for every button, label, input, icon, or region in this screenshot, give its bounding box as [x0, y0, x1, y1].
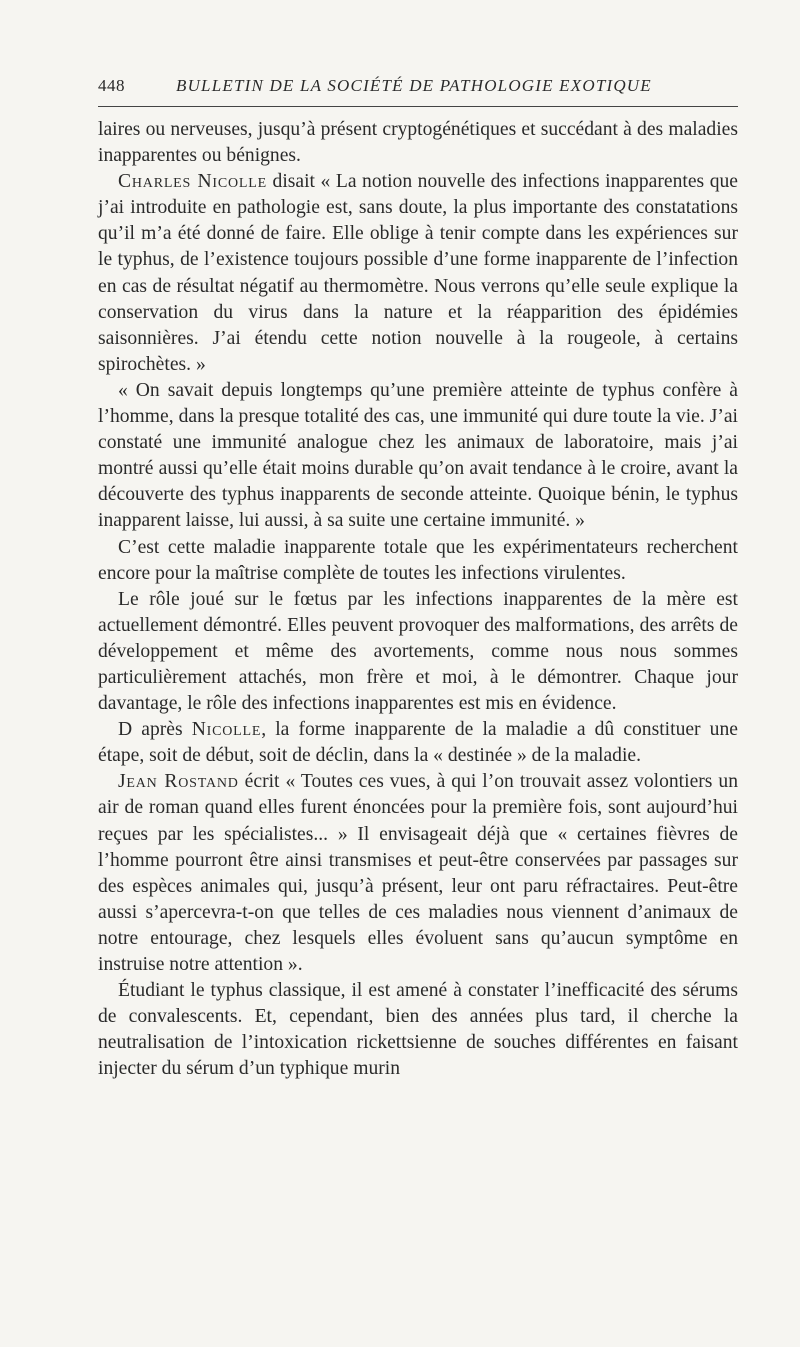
author-name: Jean Rostand [118, 771, 239, 793]
paragraph-8: Étudiant le typhus classique, il est amené à constater l’inefficacité des sérums de convalescents. Et, cependant, bien des années plus tard, il cherche la neutralisation de l’intoxication rickettsienne de souches différentes en faisant injecter du sérum d’un typhique murin [98, 980, 738, 1080]
journal-title: BULLETIN DE LA SOCIÉTÉ DE PATHOLOGIE EXOTIQUE [176, 76, 652, 95]
author-name: Charles Nicolle [118, 171, 267, 193]
author-name: Nicolle [191, 719, 262, 741]
paragraph-2: Charles Nicolle disait « La notion nouvelle des infections inapparentes que j’ai introduite en pathologie est, sans doute, la plus importante des constatations qu’il m’a été donné de faire. Elle oblige à tenir compte dans les expériences sur le typhus, de l’existence toujours possible d’une forme inapparente de l’infection en cas de résultat négatif au thermomètre. Nous verrons qu’elle seule explique la conservation du virus dans la nature et la réapparition des épidémies saisonnières. J’ai étendu cette notion nouvelle à la rougeole, à certains spirochètes. » [98, 171, 738, 375]
page-number: 448 [98, 76, 125, 95]
paragraph-7: Jean Rostand écrit « Toutes ces vues, à qui l’on trouvait assez volontiers un air de roman quand elles furent énoncées pour la première fois, sont aujourd’hui reçues par les spécialistes... » Il envisageait déjà que « certaines fièvres de l’homme pourront être ainsi transmises et peut-être conservées par passages sur des espèces animales qui, jusqu’à présent, leur ont paru réfractaires. Peut-être aussi s’apercevra-t-on que telles de ces maladies nous viennent d’animaux de notre entourage, chez lesquels elles évoluent sans qu’aucun symptôme en instruise notre attention ». [98, 771, 738, 975]
paragraph-4: C’est cette maladie inapparente totale que les expérimentateurs recherchent encore pour la maîtrise complète de toutes les infections virulentes. [98, 536, 738, 584]
paragraph-6: D après Nicolle, la forme inapparente de la maladie a dû constituer une étape, soit de début, soit de déclin, dans la « destinée » de la maladie. [98, 719, 738, 767]
paragraph-1: laires ou nerveuses, jusqu’à présent cryptogénétiques et succédant à des maladies inapparentes ou bénignes. [98, 119, 738, 167]
body-text [98, 117, 738, 1082]
header-rule [98, 106, 738, 107]
paragraph-5: Le rôle joué sur le fœtus par les infections inapparentes de la mère est actuellement démontré. Elles peuvent provoquer des malformations, des arrêts de développement et même des avortements, comme nous nous sommes particulièrement attachés, mon frère et moi, à le démontrer. Chaque jour davantage, le rôle des infections inapparentes est mis en évidence. [98, 588, 738, 715]
paragraph-3: « On savait depuis longtemps qu’une première atteinte de typhus confère à l’homme, dans la presque totalité des cas, une immunité qui dure toute la vie. J’ai constaté une immunité analogue chez les animaux de laboratoire, mais j’ai montré aussi qu’elle était moins durable qu’on avait tendance à le croire, avant la découverte des typhus inapparents de seconde atteinte. Quoique bénin, le typhus inapparent laisse, lui aussi, à sa suite une certaine immunité. » [98, 379, 738, 532]
